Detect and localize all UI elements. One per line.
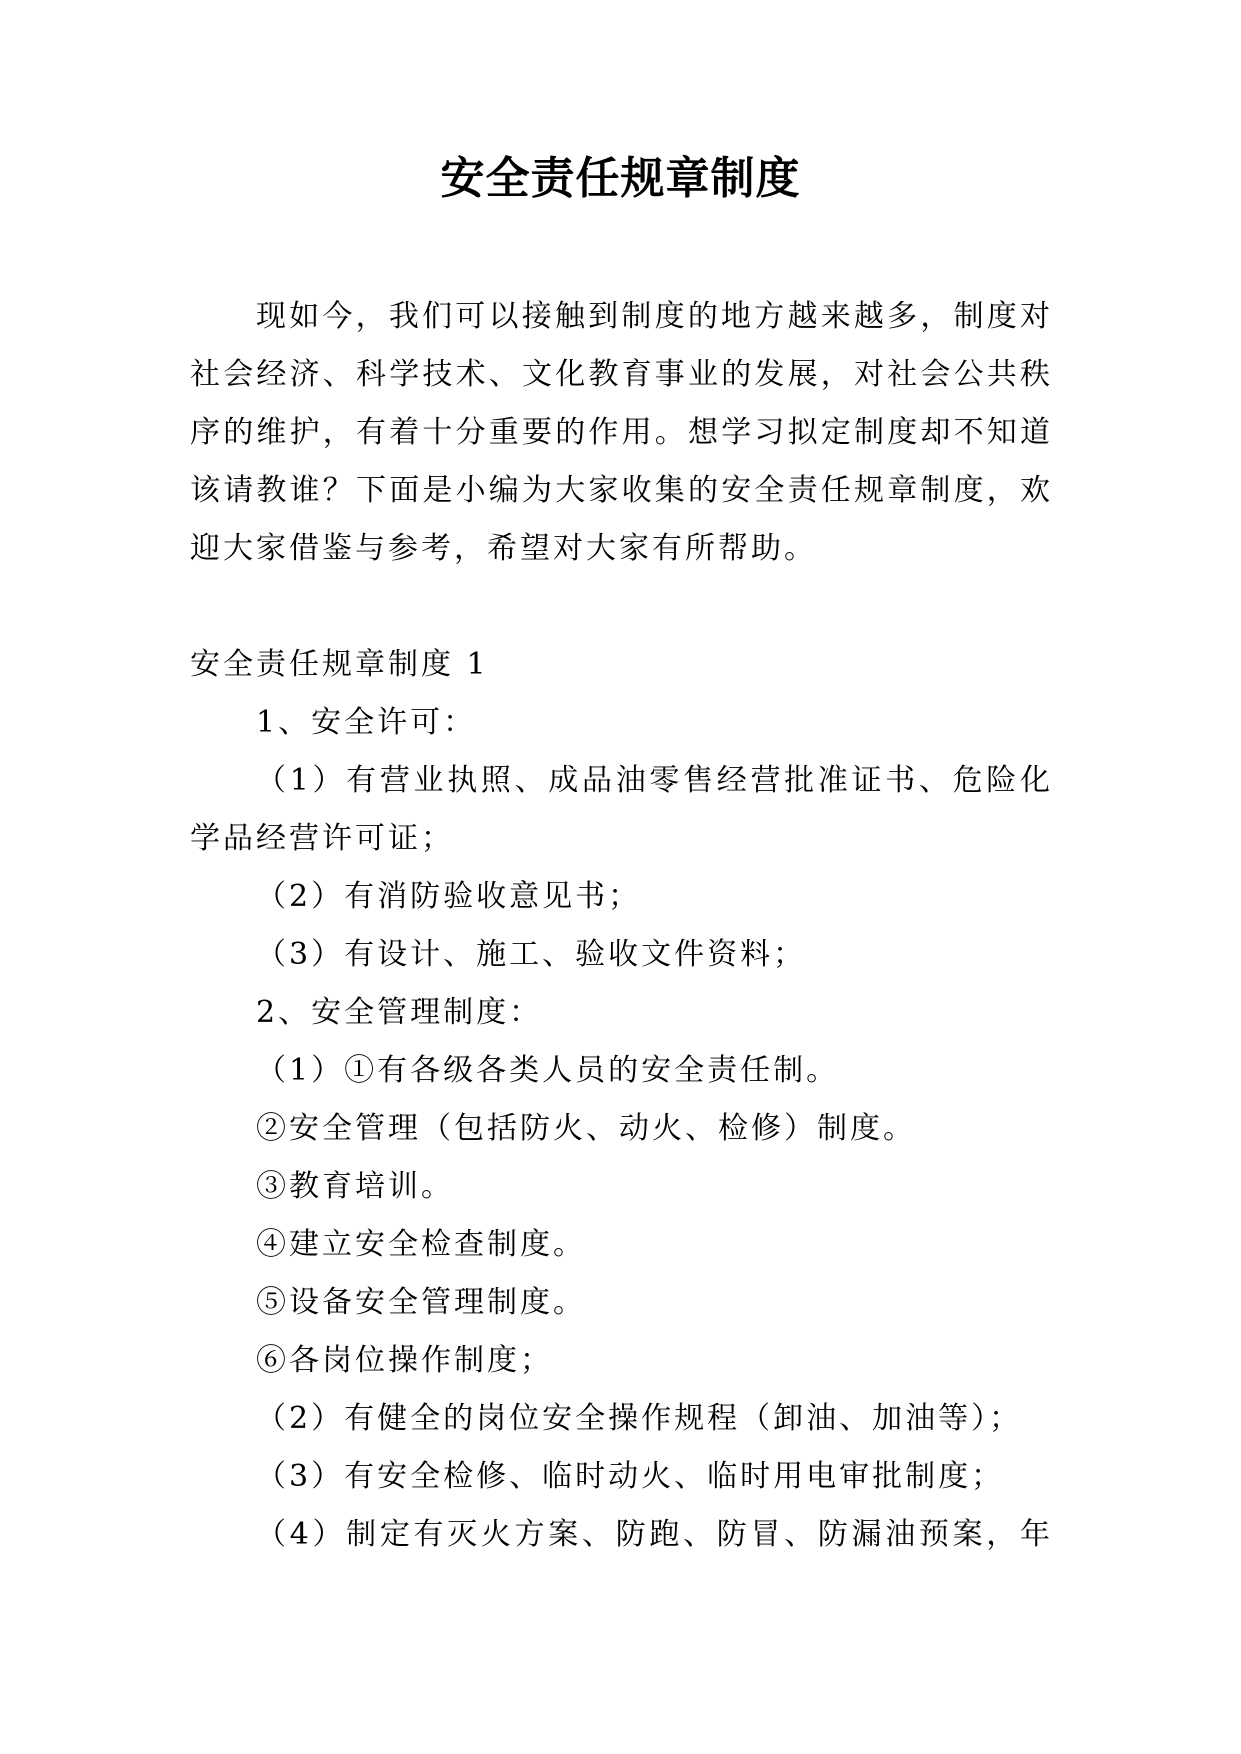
point-line: ⑤设备安全管理制度。 — [256, 1285, 586, 1320]
item-heading-safety-permit: 1、安全许可： — [256, 705, 477, 740]
intro-paragraph — [190, 288, 1052, 578]
section-heading: 安全责任规章制度 1 — [190, 647, 489, 682]
section-1 — [190, 636, 1052, 1564]
intro-line: 该请教谁？下面是小编为大家收集的安全责任规章制度，欢 — [190, 473, 1052, 508]
point-operating-procedures — [190, 1390, 1052, 1448]
document-title: 安全责任规章制度 — [440, 153, 801, 204]
intro-line: 社会经济、科学技术、文化教育事业的发展，对社会公共秩 — [190, 357, 1052, 392]
point-line: （1）有营业执照、成品油零售经营批准证书、危险化 — [256, 763, 1052, 798]
item-safety-management — [190, 984, 1052, 1564]
point-line: 学品经营许可证； — [190, 821, 454, 856]
point-management-rules — [190, 1042, 1052, 1390]
document-body — [190, 288, 1052, 1564]
paragraph-spacer — [190, 578, 1052, 636]
item-safety-permit — [190, 694, 1052, 984]
point-line: （1）①有各级各类人员的安全责任制。 — [256, 1053, 840, 1088]
intro-line: 现如今，我们可以接触到制度的地方越来越多，制度对 — [256, 299, 1052, 334]
point-design-documents — [190, 926, 1052, 984]
point-line: ③教育培训。 — [256, 1169, 454, 1204]
intro-line: 序的维护，有着十分重要的作用。想学习拟定制度却不知道 — [190, 415, 1052, 450]
point-fire-acceptance — [190, 868, 1052, 926]
point-line: ④建立安全检查制度。 — [256, 1227, 586, 1262]
point-line: （4）制定有灭火方案、防跑、防冒、防漏油预案，年 — [256, 1517, 1052, 1552]
point-line: （3）有设计、施工、验收文件资料； — [256, 937, 807, 972]
point-line: ②安全管理（包括防火、动火、检修）制度。 — [256, 1111, 916, 1146]
point-emergency-plans — [190, 1506, 1052, 1564]
point-line: ⑥各岗位操作制度； — [256, 1343, 553, 1378]
point-line: （2）有消防验收意见书； — [256, 879, 642, 914]
intro-line: 迎大家借鉴与参考，希望对大家有所帮助。 — [190, 531, 817, 566]
point-line: （3）有安全检修、临时动火、临时用电审批制度； — [256, 1459, 1005, 1494]
item-heading-safety-management: 2、安全管理制度： — [256, 995, 543, 1030]
point-line: （2）有健全的岗位安全操作规程（卸油、加油等）； — [256, 1401, 1023, 1436]
point-business-license — [190, 752, 1052, 868]
point-approval-system — [190, 1448, 1052, 1506]
